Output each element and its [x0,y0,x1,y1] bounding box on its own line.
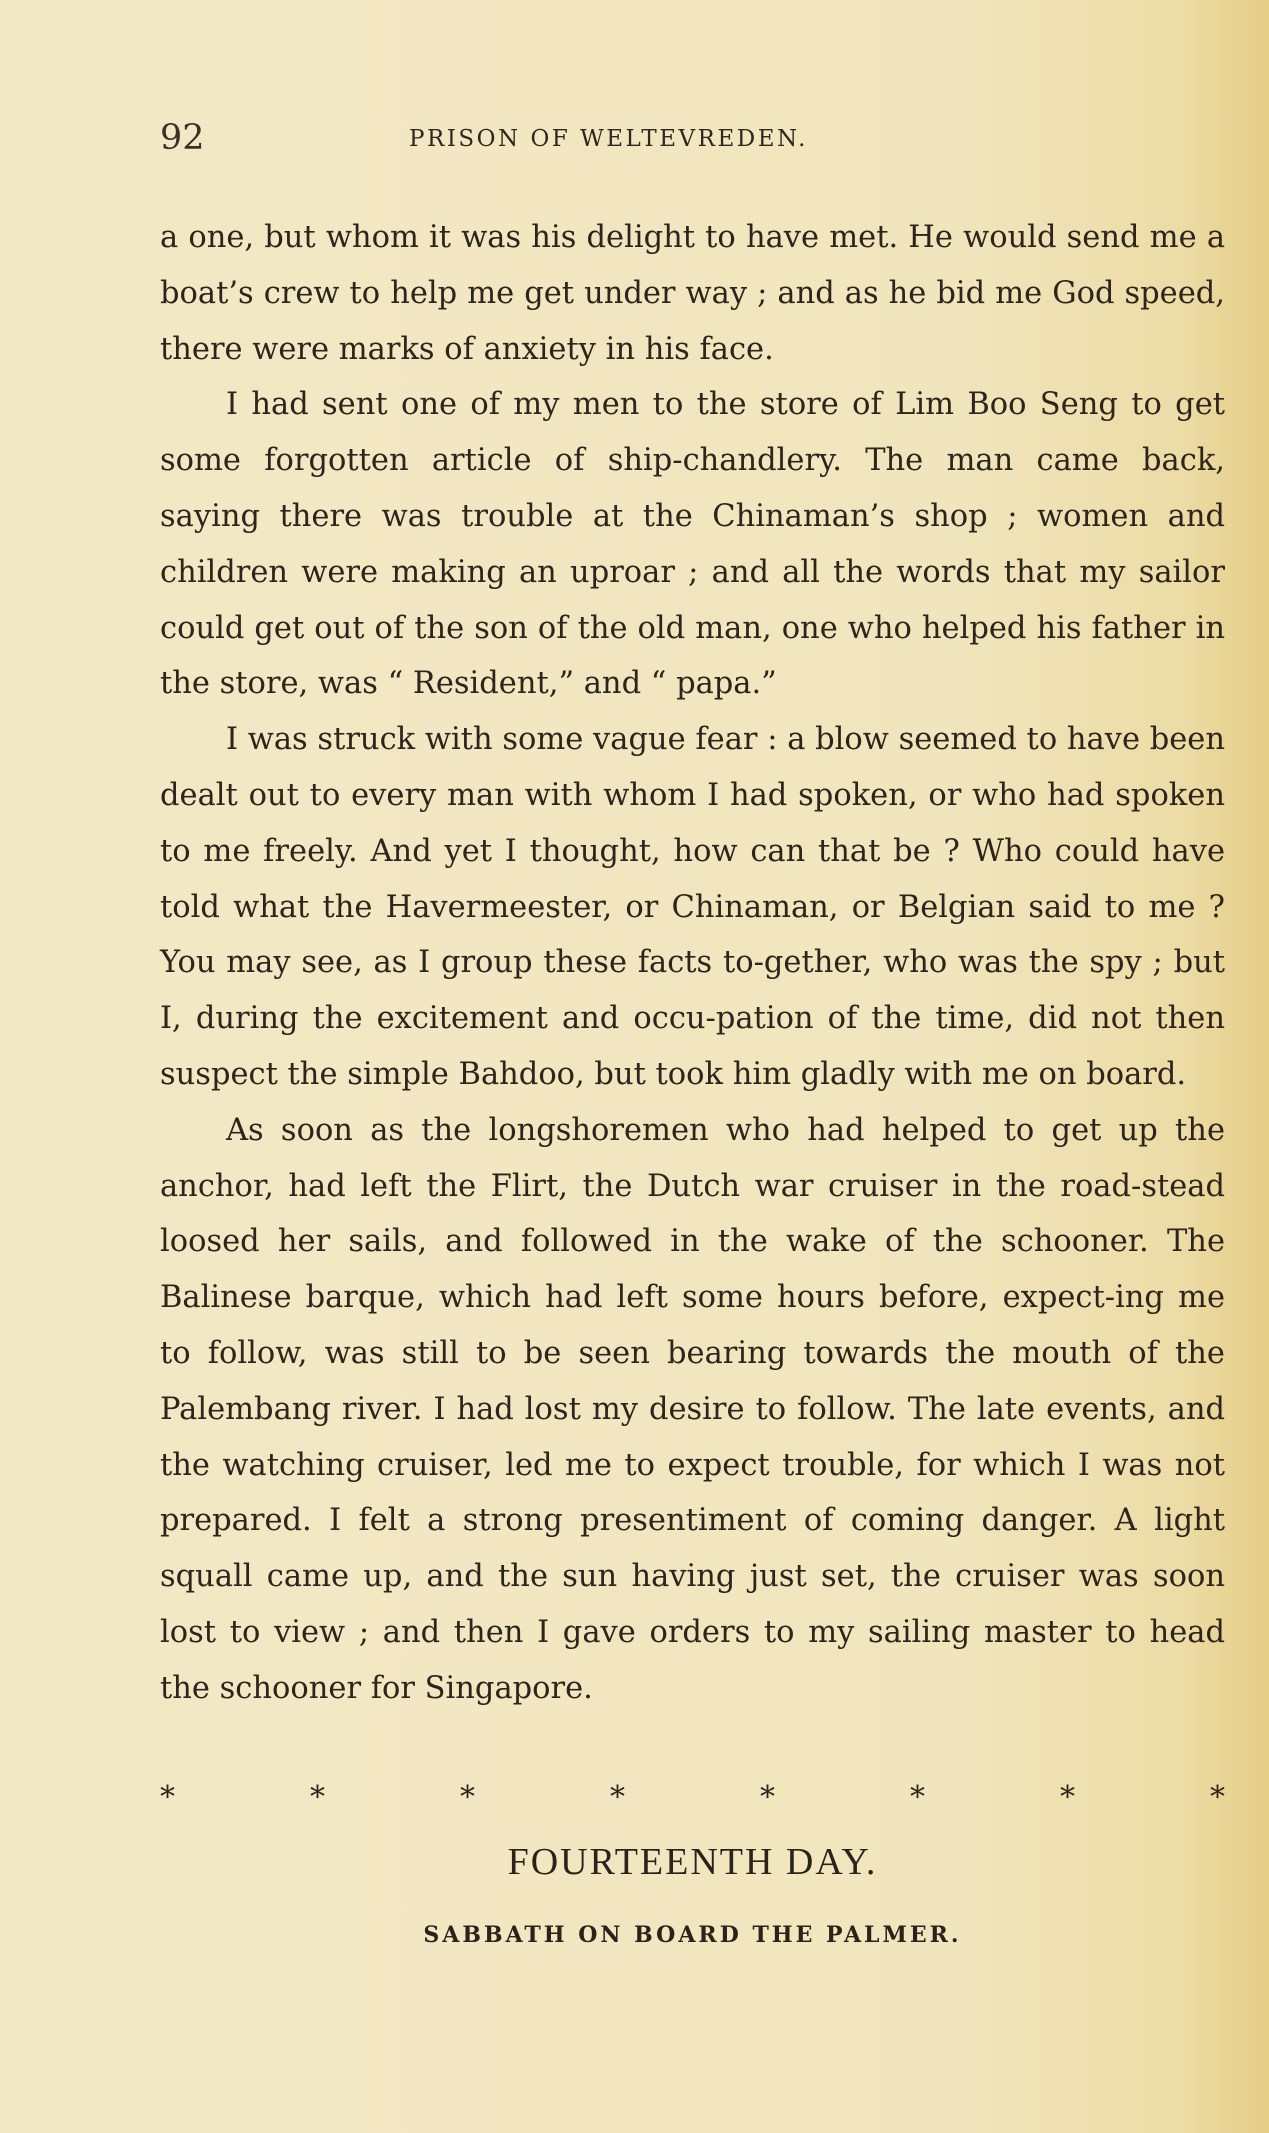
asterisk: * [310,1780,325,1815]
asterisk: * [1210,1780,1225,1815]
paragraph: I was struck with some vague fear : a blow seemed to have been dealt out to every man with whom I had spoken, or who had spoken to me freely. And yet I thought, how can that be ? Who could have told what the Havermeester, or Chinaman, or Belgian said to me ? You may see, as I group these facts to-gether, who was the spy ; but I, during the excitement and occu-pation of the time, did not then suspect the simple Bahdoo, but took him gladly with me on board. [160,722,1225,1092]
section-title: FOURTEENTH DAY. [507,1841,878,1883]
page-header [160,118,1229,178]
running-head: PRISON OF WELTEVREDEN. [409,126,808,152]
section-subtitle: SABBATH ON BOARD THE PALMER. [423,1922,962,1948]
asterisk: * [460,1780,475,1815]
asterisk: * [610,1780,625,1815]
section-break-asterisms [160,1780,1225,1815]
asterisk: * [160,1780,175,1815]
paragraph: I had sent one of my men to the store of Lim Boo Seng to get some forgotten article of ship-chandlery. The man came back, saying there was trouble at the Chinaman’s shop ; women and children were making an uproar ; and all the words that my sailor could get out of the son of the old man, one who helped his father in the store, was “ Resident,” and “ papa.” [160,387,1225,702]
paragraph: a one, but whom it was his delight to have met. He would send me a boat’s crew to help me get under way ; and as he bid me God speed, there were marks of anxiety in his face. [160,220,1225,367]
page-number: 92 [160,118,205,158]
asterisk: * [1060,1780,1075,1815]
body-text [160,210,1225,1717]
asterisk: * [760,1780,775,1815]
paragraph: As soon as the longshoremen who had helped to get up the anchor, had left the Flirt, the Dutch war cruiser in the road-stead loosed her sails, and followed in the wake of the schooner. The Balinese barque, which had left some hours before, expect-ing me to follow, was still to be seen bearing towards the mouth of the Palembang river. I had lost my desire to follow. The late events, and the watching cruiser, led me to expect trouble, for which I was not prepared. I felt a strong presentiment of coming danger. A light squall came up, and the sun having just set, the cruiser was soon lost to view ; and then I gave orders to my sailing master to head the schooner for Singapore. [160,1112,1225,1706]
asterisk: * [910,1780,925,1815]
